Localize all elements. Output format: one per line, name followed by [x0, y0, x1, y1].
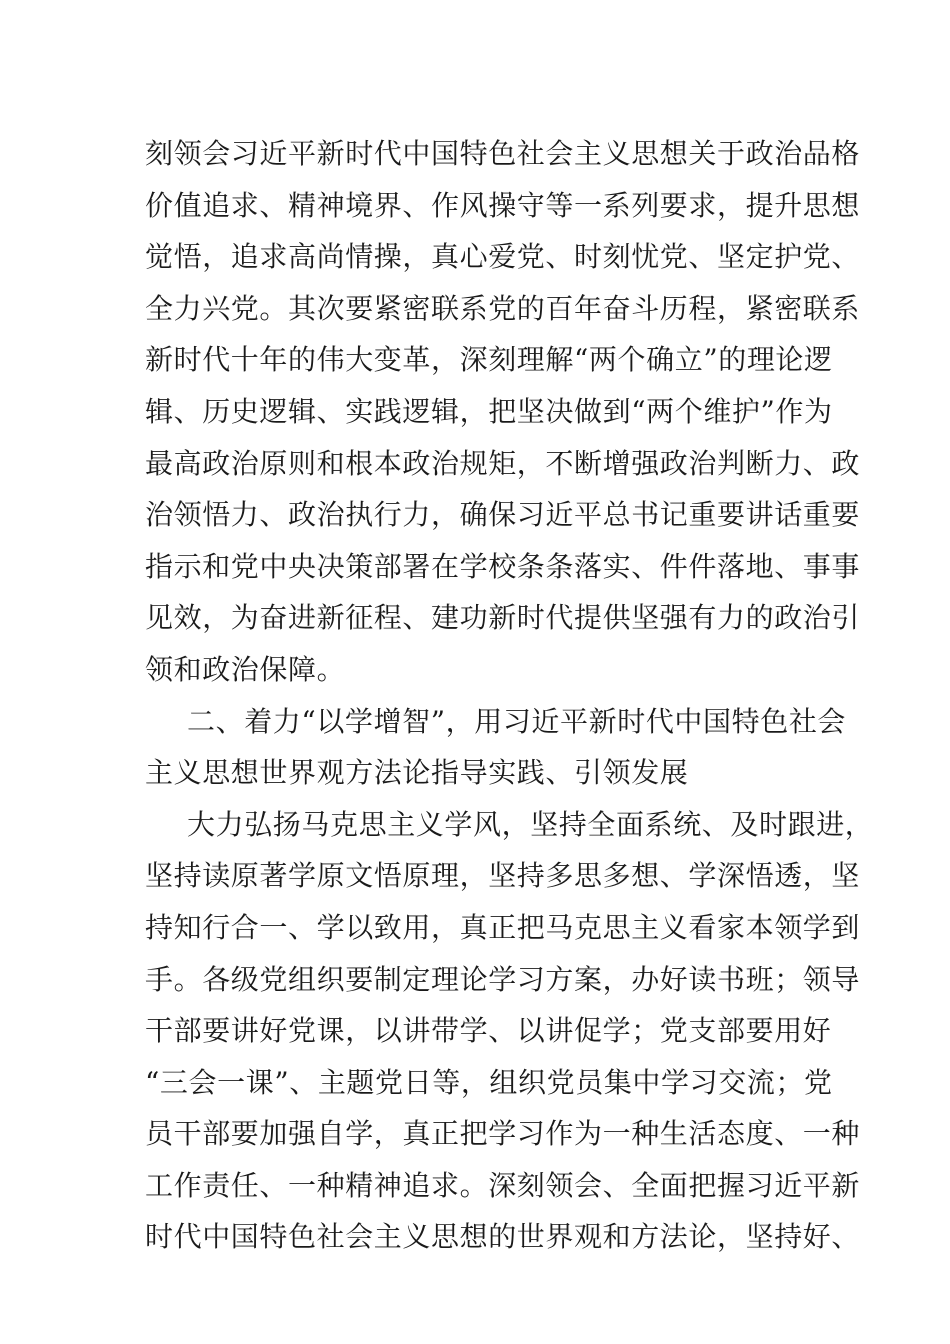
text-line: 辑、历史逻辑、实践逻辑，把坚决做到“两个维护”作为: [145, 394, 833, 428]
text-line: 坚持读原著学原文悟原理，坚持多思多想、学深悟透，坚: [145, 859, 861, 893]
text-line: 持知行合一、学以致用，真正把马克思主义看家本领学到: [145, 910, 861, 944]
text-line: 觉悟，追求高尚情操，真心爱党、时刻忧党、坚定护党、: [145, 240, 861, 274]
text-line: 最高政治原则和根本政治规矩，不断增强政治判断力、政: [145, 446, 861, 480]
text-line: 领和政治保障。: [145, 652, 346, 686]
section-heading-continuation: 主义思想世界观方法论指导实践、引领发展: [145, 756, 689, 790]
text-line: 时代中国特色社会主义思想的世界观和方法论，坚持好、: [145, 1220, 861, 1254]
text-line: 干部要讲好党课，以讲带学、以讲促学；党支部要用好: [145, 1014, 832, 1048]
text-line: 新时代十年的伟大变革，深刻理解“两个确立”的理论逻: [145, 343, 833, 377]
section-heading: 二、着力“以学增智”，用习近平新时代中国特色社会: [187, 704, 847, 738]
text-line: 全力兴党。其次要紧密联系党的百年奋斗历程，紧密联系: [145, 291, 861, 325]
text-line: 价值追求、精神境界、作风操守等一系列要求，提升思想: [145, 188, 861, 222]
text-line: 指示和党中央决策部署在学校条条落实、件件落地、事事: [145, 549, 861, 583]
text-line: 员干部要加强自学，真正把学习作为一种生活态度、一种: [145, 1117, 861, 1151]
text-line: “三会一课”、主题党日等，组织党员集中学习交流；党: [145, 1065, 833, 1099]
text-line: 手。各级党组织要制定理论学习方案，办好读书班；领导: [145, 962, 861, 996]
text-line: 治领悟力、政治执行力，确保习近平总书记重要讲话重要: [145, 498, 861, 532]
text-line: 见效，为奋进新征程、建功新时代提供坚强有力的政治引: [145, 601, 861, 635]
text-line: 工作责任、一种精神追求。深刻领会、全面把握习近平新: [145, 1168, 861, 1202]
paragraph-start: 大力弘扬马克思主义学风，坚持全面系统、及时跟进，: [187, 807, 874, 841]
text-line: 刻领会习近平新时代中国特色社会主义思想关于政治品格: [145, 137, 861, 170]
document-body: [145, 128, 874, 1263]
